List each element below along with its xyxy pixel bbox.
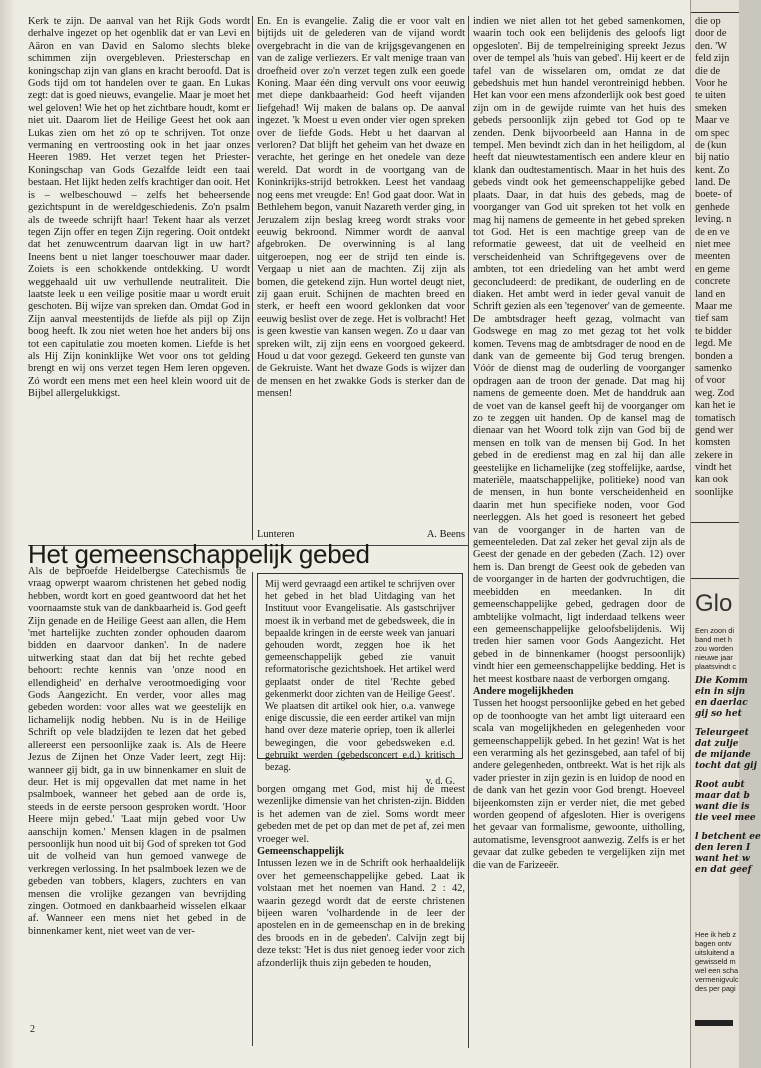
adjacent-page-strip [690,0,761,1068]
strip-sans-line: band met h [695,635,732,644]
strip-line: bonden a [695,350,733,362]
strip-line: tief sam [695,313,729,325]
strip-notice-line: uitsluitend a [695,948,735,957]
editorial-note-text: Mij werd gevraagd een artikel te schrijven over het gebed in het blad Uitdaging van het Instituut voor Evangelisatie. Als gastschrijver moest ik in verband met de gebedsweek, die in bepaalde kringen in de eerste week van januari gehouden wordt, zeggen hoe ik het gemeenschappelijk gebed zie vanuit reformatorische gezichtshoek. Het artikel werd geplaatst onder de titel 'Rechte gebed gekenmerkt door zichten van de Heilige Geest'. We plaatsen dit artikel ook hier, o.a. vanwege enige discussie, die een eerder artikel van mijn hand over deze materie opriep, toen ik allerlei bewegingen, die voor gebedsweken e.d. gebruikt werden (gebedsconcert e.d.) kritisch bezag. [265,579,455,774]
subheading-gemeenschappelijk: Gemeenschappelijk [257,846,345,858]
strip-line: de (kun [695,139,727,151]
strip-line: de en ve [695,226,730,238]
strip-top-rule [691,12,739,13]
article2-column-1 [28,566,246,1018]
strip-line: land en [695,288,726,300]
strip-gothic-line: Root aubt [695,780,745,790]
strip-line: feld zijn [695,53,730,65]
strip-gothic-line: ein in sijn [695,687,746,697]
strip-gap [695,720,739,728]
strip-line: bij natio [695,152,730,164]
strip-line: leving. n [695,214,732,226]
column-divider [468,16,469,1048]
strip-gothic-line: den leren I [695,843,751,853]
strip-gap [695,772,739,780]
strip-line: weg. Zod [695,387,735,399]
article1-column-3-text-continued: Tussen het hoogst persoonlijke gebed en het gebed op de toonhoogte van het ambt ligt uiteraard een scala van mogelijkheden en gelegenheden voor gemeenschappelijk gebed. In het gezin! Wat is het een verarming als het gezinsgebed, aan tafel of bij andere gelegenheden, ontbreekt. Wat is het rijk als vader priester in zijn gezin is en luidop de nood en de dank van het gezin voor God brengt. Hoeveel bijeenkomsten zijn er verder niet, die met gebed worden geopend of afgesloten. Hier is overigens het gevaar van formalisme, gewoonte, uitholling, automatisme, levensgroot aanwezig. Zelfs is er het gevaar dat zulke gebeden te vergelijken zijn met die van de Farizeeër. [473,698,685,871]
strip-line: niet mee [695,239,731,251]
strip-gothic-line: dat zulje [695,739,739,749]
column-divider [252,16,253,540]
strip-line: vindt het [695,462,732,474]
strip-notice-line: vermenigvulc [695,975,739,984]
column-divider [252,572,253,1046]
strip-gothic-line: tie veel mee [695,813,756,823]
article2-column-2 [257,784,465,1046]
article1-column-3 [473,16,685,1046]
strip-gothic-line: Teleurgeet [695,728,749,738]
strip-line: boete- of [695,189,733,201]
strip-sans-line: nieuwe jaar [695,653,733,662]
strip-line: of voor [695,375,726,387]
strip-line: kan het ie [695,400,736,412]
strip-gothic-line: gij so het [695,709,742,719]
strip-line: kan ook [695,474,729,486]
strip-black-bar [695,1020,733,1026]
strip-sans-line: plaatsvindt c [695,662,737,671]
article1-column-1 [28,16,250,550]
article1-column-2-text: En. En is evangelie. Zalig die er voor valt en bijtijds uit de gelederen van de vijand wordt overgebracht in die van de krijgsgevangenen en van de zalige verliezers. Er valt menige traan van droefheid over zo'n verzet tegen zulk een goede Koning. Maar één ding vervult ons voor eeuwig met diepe dankbaarheid: God heeft vijanden liefgehad! Wij maken de balans op. De aanval ingezet. 'k Moest u even onder vier ogen spreken over de liefde Gods. Hebt u het daarvan al verloren? Dat blijft het geheim van het dwaze en verachte, het geringe en het onedele van deze wereld. Dat wordt in de voortgang van de Koninkrijks-strijd betrokken. Leest het vandaag nog eens met vreugde: En! God gaat door. Wat in Bethlehem begon, vanuit Nazareth verder ging, in Jeruzalem zijn beslag kreeg wordt straks voor eeuwig bekroond. Nimmer wordt de aanval afgebroken. De overwinning is al lang uitgeroepen, nog eer de strijd ten einde is. Vergaap u niet aan de machten. Zij zijn als bomen, die getekend zijn. Hun wortel deugt niet, zij gaan eruit. Schijnen de machten breed en sterk, er heeft een woord geklonken dat voor eeuwig beslist over de zege. Het is volbracht! Het is geen kwestie van kansen wegen. Zo u daar van spreken wilt, zij zijn eens en voorgoed gekeerd. Houd u dat voor gezegd. Gekeerd ten gunste van de Gekruiste. Want het dwaze Gods is wijzer dan de mensen en het zwakke Gods is sterker dan de mensen! [257,16,465,400]
strip-line: Voor he [695,77,728,89]
article2-column-2-text-continued: Intussen lezen we in de Schrift ook herhaaldelijk over het gemeenschappelijke gebed. Laat ik volstaan met het noemen van Hand. 2 : 42, waarin gezegd wordt dat de eerste christenen bijeen waren 'volhardende in de leer der apostelen en in de gemeenschap en in de breking des broods en in de gebeden'. Calvijn zegt bij deze tekst: 'Het is dus niet genoeg ieder voor zich afzonderlijk thuis zijn gebeden te houden, [257,858,465,969]
article1-author: A. Beens [426,529,465,540]
strip-line: smeken [695,102,727,114]
strip-notice-line: Hee ik heb z [695,930,737,939]
strip-notice-line: wel een scha [695,966,739,975]
strip-line: te uiten [695,90,726,102]
adjacent-page-text [695,16,741,499]
strip-sans-line: Een zoon di [695,626,735,635]
strip-sans-line: zou worden [695,644,734,653]
article2-column-2-text: borgen omgang met God, mist hij de meest wezenlijke dimensie van het christen-zijn. Bidden is het ademen van de ziel. Soms wordt meer gebeden met de pet op dan met de pet af, zei men vroeger wel. [257,784,465,845]
strip-line: samenko [695,362,732,374]
subheading-andere-mogelijkheden: Andere mogelijkheden [473,685,574,697]
strip-notice-line: bagen ontv [695,939,732,948]
strip-gothic-line: Die Komm [695,676,748,686]
page-number: 2 [30,1024,35,1035]
adjacent-page-notice [695,930,739,993]
article1-place: Lunteren [257,529,295,540]
strip-line: door de [695,28,727,40]
strip-line: gend wer [695,424,734,436]
strip-gothic-line: maar dat b [695,791,750,801]
editorial-note-box [257,573,463,788]
strip-line: legd. Me [695,338,732,350]
strip-notice-line: gewisseld m [695,957,736,966]
article1-column-1-text: Kerk te zijn. De aanval van het Rijk Gods wordt derhalve ingezet op het ogenblik dat er van Levi en Aäron en van David en Salomo slechts bleke schimmen zijn overgebleven. Priesterschap en koningschap zijn van glans en kracht beroofd. Dat is Gods tijd om tot handelen over te gaan. En Lukas zegt: dat is goed nieuws, evangelie. Maar je moet het wel geloven! Wie het op het zichtbare houdt, komt er niet uit. Daarom liet de Heilige Geest het ook aan Lukas zien om het zó op te schrijven. Tot onze vermaning en vertroosting ook in het jaar onzes Heeren 1989. Het verzet tegen het Priester-Koningschap van Gods Gezalfde leidt een taai bestaan. Het lijkt heden zelfs krachtiger dan ooit. Het is – welbeschouwd – zelfs het beheersende gezichtspunt in de wereldgeschiedenis. Zo'n psalm als de tweede schrijft haar! Tekent haar als verzet tegen Zijn offer en tegen Zijn regering. Ooit ontdekt dat het zenuwcentrum daarvan ligt in uw hart? Ineens bent u niet langer toeschouwer maar dader. Zoiets is een schokkende ontdekking. U wordt weggehaald uit uw verhullende neutraliteit. Die laatste leek u een veilige positie maar u wordt eruit geschoten. Bij wijze van spreken dan. Omdat God in Zijn aanval meestentijds de liefde als pijl op Zijn boog heeft. Ik zou niet weten hoe het anders bij ons tot een capitulatie zou moeten komen. Liefde is het als Hij Zijn koninklijke Wet voor ons tot gelding brengt en wij ons verzet tegen Hem leren opgeven. Zó wordt een mens met een heel klein woord uit de Bijbel allergelukkigst. [28,16,250,400]
adjacent-page-gothic-verse [695,676,761,876]
strip-notice-line: des per pagi [695,984,736,993]
strip-line: meenten [695,251,731,263]
strip-line: zekere in [695,449,733,461]
strip-gothic-line: de mijande [695,750,751,760]
strip-line: den. 'W [695,40,727,52]
strip-line: die de [695,65,721,77]
strip-rule [691,578,739,579]
strip-line: en geme [695,263,730,275]
strip-line: concrete [695,276,731,288]
strip-gothic-line: en dat geef [695,865,752,875]
strip-line: genhede [695,201,730,213]
strip-line: land. De [695,177,731,189]
strip-line: kent. Zo [695,164,730,176]
adjacent-page-title-fragment: Glo [695,590,733,617]
strip-line: Maar ve [695,115,730,127]
editorial-note-initials: v. d. G. [425,776,455,788]
article2-headline: Het gemeenschappelijk gebed [28,539,370,569]
strip-line: te bidder [695,325,732,337]
strip-gothic-line: want het w [695,854,750,864]
strip-gothic-line: tocht dat gij [695,761,757,771]
strip-line: die op [695,16,721,27]
strip-line: tomatisch [695,412,736,424]
strip-line: soonlijke [695,486,734,498]
strip-line: om spec [695,127,730,139]
strip-rule [691,522,739,523]
article1-column-3-text: indien we niet allen tot het gebed samenkomen, waarin toch ook een belijdenis des geloofs ligt opgesloten'. Bij de tempelreiniging spreekt Jezus over de tempel als 'huis van gebed'. Hij keert er de tafel van de wisselaren om, omdat ze dat gebedshuis met hun handel verontreinigd hebben. Het kan voor een mens afzonderlijk ook best goed zijn om in de gewijde ruimte van het huis des gebeds persoonlijk zijn gebed tot God op te zenden. Denk bijvoorbeeld aan Hanna in de tempel. Men bevindt zich dan in het heiligdom, al heeft dat nieuwtestamentisch een andere kleur en klank dan oudtestamentisch. Maar in het huis des gebeds vindt ook het gemeenschappelijke gebed plaats. Daar, in dat huis des gebeds, mag de voorganger van God uit spreken tot het volk en mag hij namens de gemeente in het gebed spreken tot God. Het is een machtige greep van de reformatie geweest, dat uit de veelheid en verscheidenheid van Schriftgegevens over de ambten, tot een driedeling van het ambt werd geconcludeerd: de predikant, de ouderling en de diaken. Het ambt werd in ieder geval vanuit de Schrift gezien als een 'tegenover' van de gemeente. De ambtsdrager heeft gezag, volmacht van Godswege en mag zo met gezag tot het volk komen. Tevens mag de ambtsdrager de nood en de dank van de gemeente bij God terug brengen. Vóór de dienst mag de ouderling de voorganger opdragen aan de troon der genade. Dat mag hij namens de gemeente doen. Met de handdruk aan de voet van de kansel geeft hij de voorganger om zo te zeggen uit handen. Op de kansel mag de dienaar van het Woord tolk zijn van God bij de mensen en tolk van de mensen bij God. In het gebed in de eredienst mag en zal hij dan alle geestelijke en lichamelijke (zeg stoffelijke, aardse, materiële, maatschappelijke, politieke) nood van de mensen, in hun bonte verscheidenheid en daarin met hun specifieke noden, voor God neerleggen. Als het goed is resoneert het gebed van de voorganger in de harten van de gemeenteleden. Dat zal zeker het geval zijn als de Geest der genade en der gebeden (Zach. 12) over hem is. Dan brengt de Geest ook de gebeden van de voorganger in de harten der godvruchtigen, die meebidden en meedanken. In dit gemeenschappelijke gebed, gedragen door de ambtelijke volmacht, ligt inderdaad telkens weer een gemeenschappelijke geloofsbelijdenis. Wij treden hier samen voor Gods Aangezicht. Het gebed in de binnenkamer (hoogst persoonlijk) vindt hier een gemeenschappelijke bedding. Het is het meest kostbare naast de verborgen omgang. [473,16,685,685]
strip-gap [695,824,739,832]
strip-gothic-line: en daerlac [695,698,748,708]
strip-gothic-line: want die is [695,802,750,812]
adjacent-page-intro [695,626,739,671]
strip-line: Maar me [695,300,733,312]
strip-gothic-line: l betchent ee [695,832,761,842]
article2-column-1-text: Als de beproefde Heidelbergse Catechismus de vraag opwerpt waarom christenen het gebed nodig hebben, wordt kort en goed geantwoord dat het het voornaamste stuk van de dankbaarheid is. God geeft Zijn genade en de Heilige Geest aan allen, die Hem 'met hartelijke zuchten zonder ophouden daarom bidden en daarvoor danken'. In de nadere uitwerking staat dan dat bij het rechte gebed behoort: rechte kennis van 'onze nood en ellendigheid' en derhalve verootmoediging voor Gods Aangezicht. En verder, voor alles mag gebeden worden: voor alles wat we geestelijk en lichamelijk nodig hebben. Nu is in de Heilige Schrift op vele bladzijden te lezen dat het gebed allereerst een persoonlijke zaak is. Als de Heere Jezus de Zijnen het Onze Vader leert, zegt Hij: wanneer gij bidt, ga in uw binnenkamer en sluit de deur. Het is mij opgevallen dat met name in het psalmboek, wanneer het gebed aan de orde is, steeds in de eerste persoon gesproken wordt. 'Hoor Heere mijn gebed.' 'Laat mijn gebed voor Uw aanschijn komen.' Mensen klagen in de psalmen persoonlijk hun nood uit bij God of spreken tot God uit de volheid van hun gemoed vanwege de verkregen verlossing. In het psalmboek lezen we de gebeden van tobbers, klagers, zuchters en van mensen die vrolijke gezangen van bevrijding zingen. Ootmoed en dankbaarheid wisselen elkaar af. Wanneer een mens niet het gebed in de binnenkamer kent, niet weet van de ver- [28,566,246,937]
article1-column-2 [257,16,465,526]
strip-line: komsten [695,437,731,449]
scan-shadow-edge [0,0,16,1068]
